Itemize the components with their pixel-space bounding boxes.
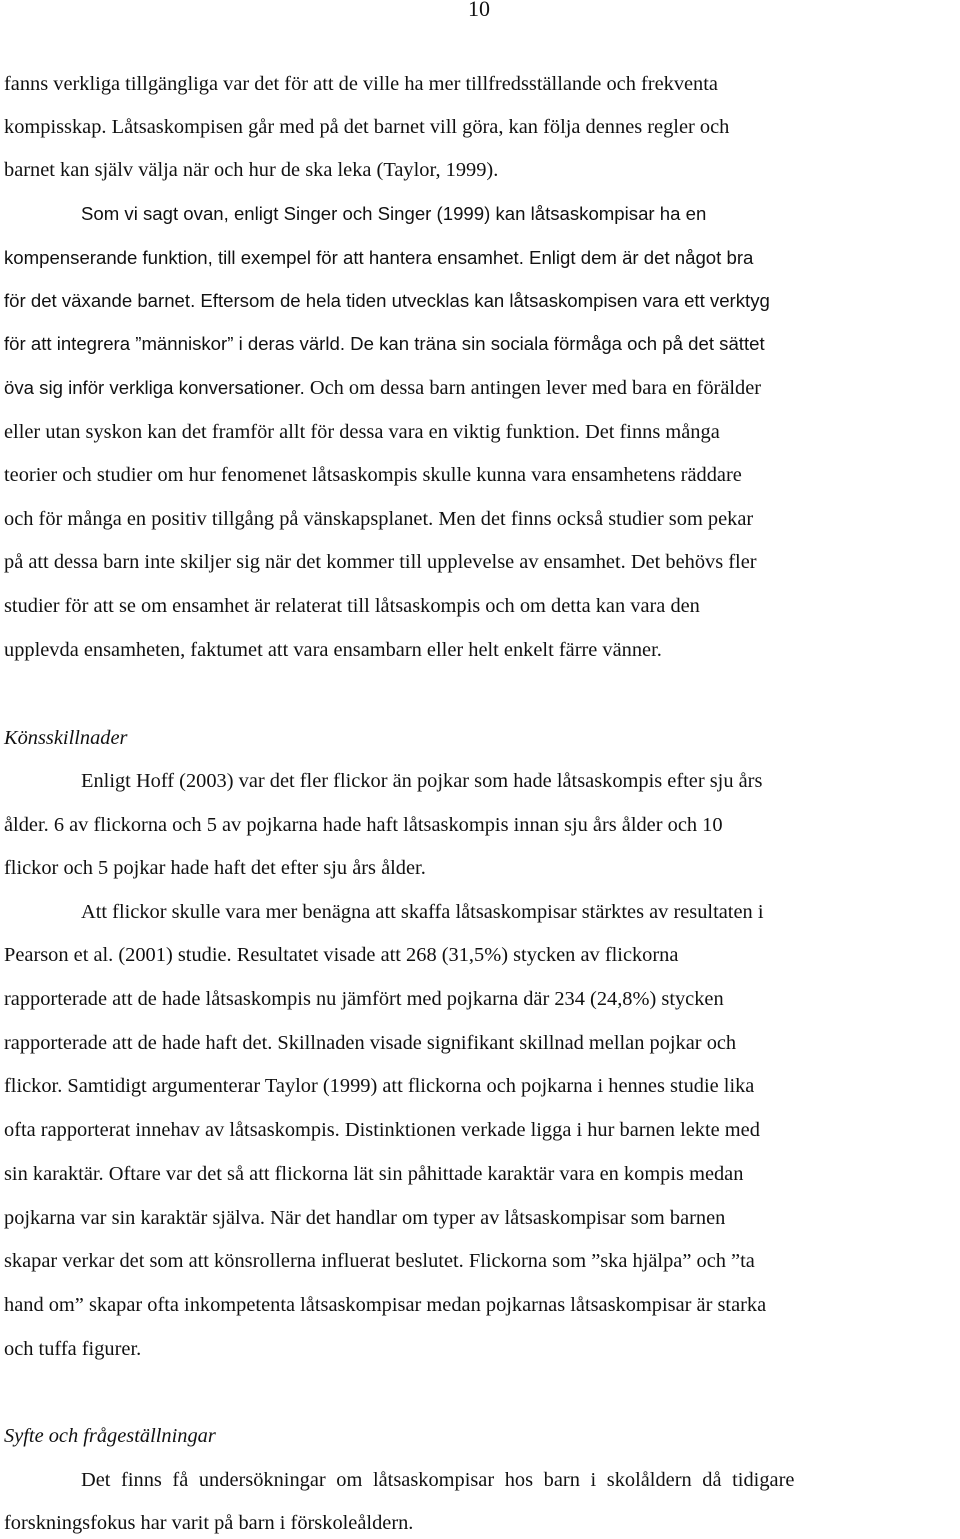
paragraph-line: Enligt Hoff (2003) var det fler flickor än pojkar som hade låtsaskompis efter sju års	[81, 770, 763, 792]
paragraph-line: hand om” skapar ofta inkompetenta låtsaskompisar medan pojkarnas låtsaskompisar är starka	[4, 1294, 767, 1316]
paragraph-line: eller utan syskon kan det framför allt för dessa vara en viktig funktion. Det finns många	[4, 421, 720, 443]
section-heading-syfte: Syfte och frågeställningar	[4, 1425, 216, 1447]
paragraph-line: upplevda ensamheten, faktumet att vara ensambarn eller helt enkelt färre vänner.	[4, 639, 662, 661]
paragraph-line: sin karaktär. Oftare var det så att flickorna lät sin påhittade karaktär vara en kompis medan	[4, 1163, 744, 1185]
paragraph-line: rapporterade att de hade haft det. Skillnaden visade signifikant skillnad mellan pojkar och	[4, 1032, 737, 1054]
paragraph-line: Det finns få undersökningar om låtsaskompisar hos barn i skolåldern då tidigare	[81, 1469, 795, 1491]
paragraph-line: fanns verkliga tillgängliga var det för att de ville ha mer tillfredsställande och frekventa	[4, 73, 718, 95]
page-number: 10	[468, 0, 490, 21]
paragraph-line: kompenserande funktion, till exempel för att hantera ensamhet. Enligt dem är det något bra	[4, 247, 754, 268]
paragraph-line: kompisskap. Låtsaskompisen går med på det barnet vill göra, kan följa dennes regler och	[4, 116, 730, 138]
paragraph-line: skapar verkar det som att könsrollerna influerat beslutet. Flickorna som ”ska hjälpa” och ”ta	[4, 1250, 755, 1272]
paragraph-line: Som vi sagt ovan, enligt Singer och Singer (1999) kan låtsaskompisar ha en	[81, 203, 707, 224]
paragraph-line: rapporterade att de hade låtsaskompis nu jämfört med pojkarna där 234 (24,8%) stycken	[4, 988, 724, 1010]
paragraph-line: flickor. Samtidigt argumenterar Taylor (1999) att flickorna och pojkarna i hennes studie lika	[4, 1075, 755, 1097]
paragraph-line: för att integrera ”människor” i deras värld. De kan träna sin sociala förmåga och på det sättet	[4, 333, 765, 354]
paragraph-line: teorier och studier om hur fenomenet låtsaskompis skulle kunna vara ensamhetens räddare	[4, 464, 742, 486]
paragraph-line: ålder. 6 av flickorna och 5 av pojkarna hade haft låtsaskompis innan sju års ålder och 10	[4, 814, 723, 836]
paragraph-line: pojkarna var sin karaktär själva. När det handlar om typer av låtsaskompisar som barnen	[4, 1207, 726, 1229]
paragraph-line: barnet kan själv välja när och hur de ska leka (Taylor, 1999).	[4, 159, 499, 181]
paragraph-line: och för många en positiv tillgång på vänskapsplanet. Men det finns också studier som pekar	[4, 508, 754, 530]
paragraph-line: öva sig inför verkliga konversationer. Och om dessa barn antingen lever med bara en förälder	[4, 377, 762, 399]
paragraph-line: flickor och 5 pojkar hade haft det efter sju års ålder.	[4, 857, 426, 879]
paragraph-line: Att flickor skulle vara mer benägna att skaffa låtsaskompisar stärktes av resultaten i	[81, 901, 764, 923]
section-heading-konsskillnader: Könsskillnader	[4, 727, 128, 749]
paragraph-line: och tuffa figurer.	[4, 1338, 142, 1360]
paragraph-line: på att dessa barn inte skiljer sig när det kommer till upplevelse av ensamhet. Det behövs fler	[4, 551, 757, 573]
paragraph-line: Pearson et al. (2001) studie. Resultatet visade att 268 (31,5%) stycken av flickorna	[4, 944, 679, 966]
paragraph-line: studier för att se om ensamhet är relaterat till låtsaskompis och om detta kan vara den	[4, 595, 700, 617]
paragraph-line: för det växande barnet. Eftersom de hela tiden utvecklas kan låtsaskompisen vara ett verktyg	[4, 290, 770, 311]
paragraph-line: forskningsfokus har varit på barn i förskoleåldern.	[4, 1512, 414, 1534]
paragraph-line: ofta rapporterat innehav av låtsaskompis. Distinktionen verkade ligga i hur barnen lekte med	[4, 1119, 760, 1141]
